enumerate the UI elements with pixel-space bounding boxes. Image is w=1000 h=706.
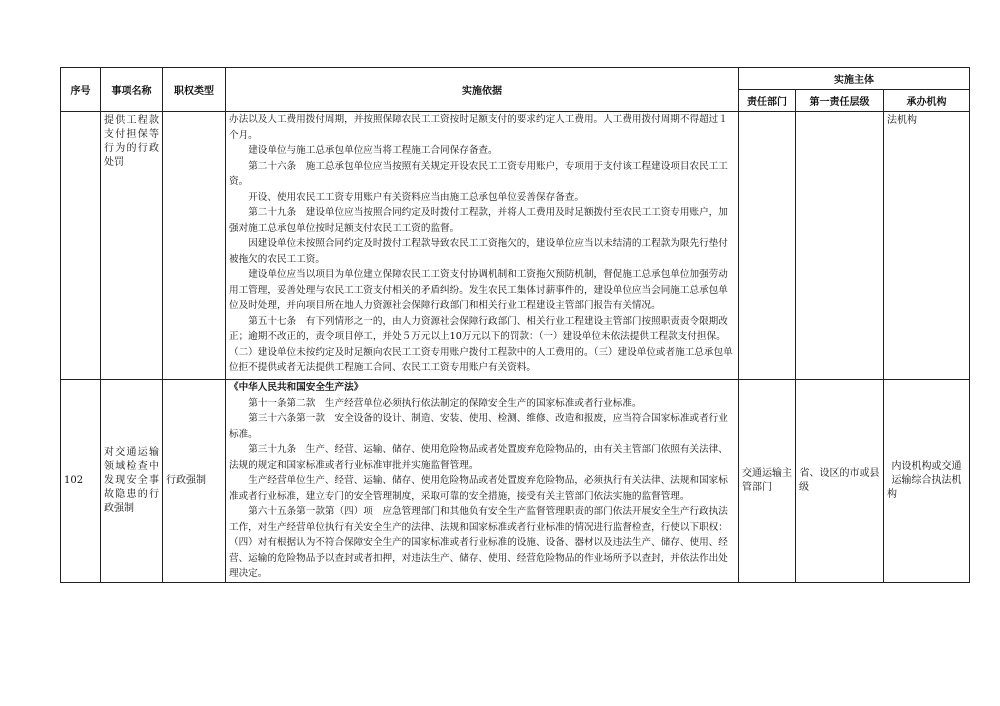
- basis-paragraph: 建设单位与施工总承包单位应当将工程施工合同保存备查。: [248, 145, 498, 156]
- row-name: 提供工程款支付担保等行为的行政处罚: [101, 112, 163, 380]
- basis-paragraph: 第十一条第二款 生产经营单位必须执行依法制定的保障安全生产的国家标准或者行业标准。: [248, 397, 642, 409]
- basis-paragraph: 第五十七条 有下列情形之一的，由人力资源社会保障行政部门、相关行业工程建设主管部门按照职责责令限期改正；逾期不改正的，责令项目停工，并处５万元以上10万元以下的罚款：（一）建设单位未依法提供工程款支付担保。（二）建设单位未按约定及时足额向农民工工资专用账户拨付工程款中的人工费用的。（三）建设单位或者施工总承包单位拒不提供或者无法提供工程施工合同、农民工工资专用账户有关资料。: [229, 315, 733, 373]
- row-type: [163, 112, 226, 380]
- basis-paragraph: 第二十六条 施工总承包单位应当按照有关规定开设农民工工资专用账户，专项用于支付该工程建设项目农民工工资。: [229, 160, 728, 187]
- matters-table: [60, 67, 970, 583]
- table-row: [61, 112, 970, 380]
- basis-paragraph: 因建设单位未按照合同约定及时拨付工程款导致农民工工资拖欠的，建设单位应当以未结清的工程款为限先行垫付被拖欠的农民工工资。: [229, 238, 728, 265]
- header-level: 第一责任层级: [796, 90, 884, 112]
- row-type: 行政强制: [163, 380, 226, 583]
- row-dept: 交通运输主管部门: [739, 380, 796, 583]
- row-basis: [226, 380, 739, 583]
- header-office: 承办机构: [884, 90, 970, 112]
- row-seq: [61, 112, 101, 380]
- header-seq: 序号: [61, 68, 101, 112]
- table-row: [61, 380, 970, 583]
- header-type: 职权类型: [163, 68, 226, 112]
- basis-paragraph: 第三十九条 生产、经营、运输、储存、使用危险物品或者处置废弃危险物品的，由有关主管部门依照有关法律、法规的规定和国家标准或者行业标准审批并实施监督管理。: [229, 444, 728, 471]
- row-office: 内设机构或交通运输综合执法机构: [884, 380, 970, 583]
- basis-paragraph: 第三十六条第一款 安全设备的设计、制造、安装、使用、检测、维修、改造和报废，应当符合国家标准或者行业标准。: [229, 413, 728, 440]
- header-basis: 实施依据: [226, 68, 739, 112]
- row-basis: [226, 112, 739, 380]
- basis-paragraph: 办法以及人工费用拨付周期，并按照保障农民工工资按时足额支付的要求约定人工费用。人工费用拨付周期不得超过１个月。: [229, 114, 728, 141]
- header-name: 事项名称: [101, 68, 163, 112]
- row-dept: [739, 112, 796, 380]
- row-level: [796, 112, 884, 380]
- row-level: 省、设区的市或县级: [796, 380, 884, 583]
- basis-paragraph: 第六十五条第一款第（四）项 应急管理部门和其他负有安全生产监督管理职责的部门依法开展安全生产行政执法工作，对生产经营单位执行有关安全生产的法律、法规和国家标准或者行业标准的情况进行监督检查，行使以下职权：（四）对有根据认为不符合保障安全生产的国家标准或者行业标准的设施、设备、器材以及违法生产、储存、使用、经营、运输的危险物品予以查封或者扣押，对违法生产、储存、使用、经营危险物品的作业场所予以查封，并依法作出处理决定。: [229, 506, 728, 579]
- basis-paragraph: 建设单位应当以项目为单位建立保障农民工工资支付协调机制和工资拖欠预防机制，督促施工总承包单位加强劳动用工管理，妥善处理与农民工工资支付相关的矛盾纠纷。发生农民工集体讨薪事件的，建设单位应当会同施工总承包单位及时处理，并向项目所在地人力资源社会保障行政部门和相关行业工程建设主管部门报告有关情况。: [229, 269, 728, 311]
- basis-paragraph: 生产经营单位生产、经营、运输、储存、使用危险物品或者处置废弃危险物品，必须执行有关法律、法规和国家标准或者行业标准，建立专门的安全管理制度，采取可靠的安全措施，接受有关主管部门依法实施的监督管理。: [229, 475, 728, 502]
- header-subject: 实施主体: [739, 68, 970, 90]
- row-name: 对交通运输领域检查中发现安全事故隐患的行政强制: [101, 380, 163, 583]
- basis-paragraph: 第二十九条 建设单位应当按照合同约定及时拨付工程款，并将人工费用及时足额拨付至农民工工资专用账户，加强对施工总承包单位按时足额支付农民工工资的监督。: [229, 207, 728, 234]
- row-office: 法机构: [884, 112, 970, 380]
- row-seq: 102: [61, 380, 101, 583]
- header-row-1: [61, 68, 970, 90]
- basis-heading: 《中华人民共和国安全生产法》: [229, 382, 364, 393]
- header-dept: 责任部门: [739, 90, 796, 112]
- basis-paragraph: 开设、使用农民工工资专用账户有关资料应当由施工总承包单位妥善保存备查。: [248, 191, 584, 203]
